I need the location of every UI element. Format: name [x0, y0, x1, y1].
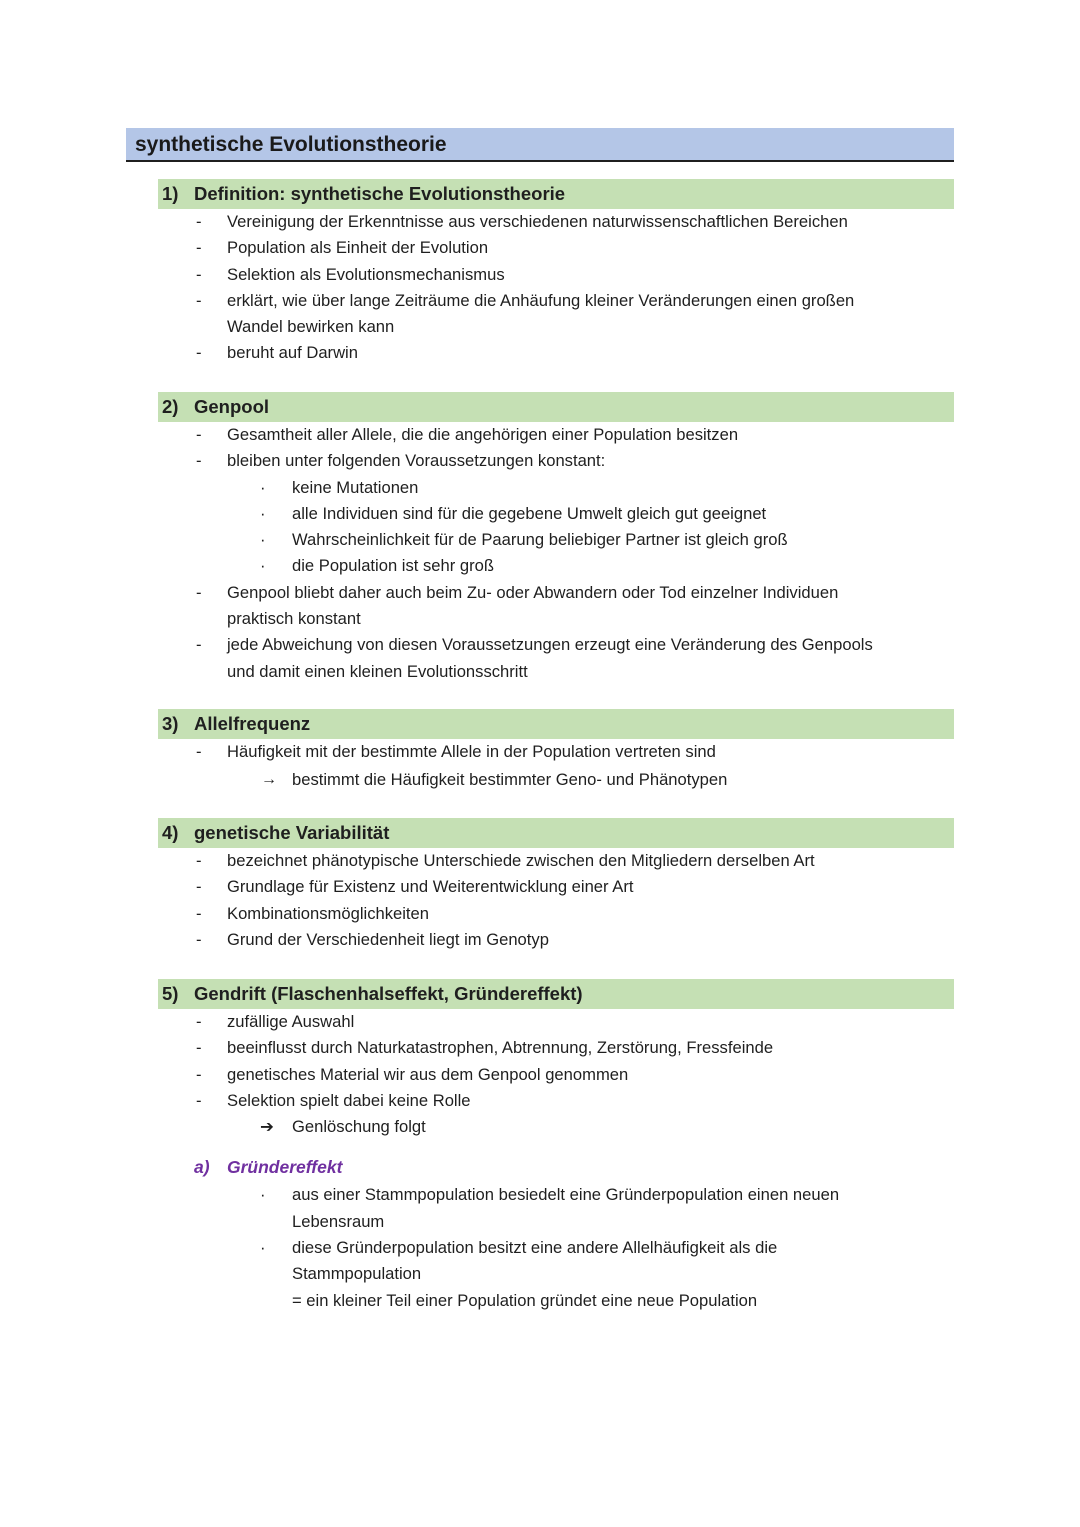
list-item: [158, 422, 954, 448]
line-text: = ein kleiner Teil einer Population gründet eine neue Population: [292, 1290, 758, 1310]
section-number: 5): [162, 983, 179, 1004]
dash-bullet: -: [196, 1090, 202, 1110]
section-heading: [158, 179, 954, 209]
list-item: [158, 848, 954, 874]
section-genetische-variabilitaet: [158, 818, 954, 953]
dash-bullet: -: [196, 343, 202, 363]
subsection-number: a): [194, 1157, 210, 1178]
line-text: Vereinigung der Erkenntnisse aus verschiedenen naturwissenschaftlichen Bereichen: [227, 212, 848, 231]
dash-bullet: -: [196, 1012, 202, 1031]
list-item: [158, 448, 954, 474]
section-heading: [158, 709, 954, 739]
line-text: Selektion spielt dabei keine Rolle: [227, 1090, 471, 1110]
line-text: Grund der Verschiedenheit liegt im Genotyp: [227, 929, 549, 949]
subsection-heading: [158, 1152, 954, 1182]
list-item: [158, 739, 954, 765]
section-number: 3): [162, 713, 179, 734]
section-title: genetische Variabilität: [194, 822, 390, 843]
list-item: [158, 209, 954, 235]
line-text: jede Abweichung von diesen Voraussetzungen erzeugt eine Veränderung des Genpools: [227, 635, 873, 655]
list-item-continuation: [158, 606, 954, 632]
line-text: beeinflusst durch Naturkatastrophen, Abtrennung, Zerstörung, Fressfeinde: [227, 1038, 774, 1058]
section-genpool: [158, 392, 954, 685]
section-number: 1): [162, 183, 179, 204]
dash-bullet: -: [196, 264, 202, 284]
line-text: alle Individuen sind für die gegebene Umwelt gleich gut geeignet: [292, 503, 767, 523]
line-text: die Population ist sehr groß: [292, 556, 495, 576]
dash-bullet: -: [196, 742, 202, 761]
list-item: [158, 580, 954, 606]
dash-bullet: -: [196, 425, 202, 444]
section-title: Gendrift (Flaschenhalseffekt, Gründereffekt): [194, 983, 583, 1004]
sub-list-item: [158, 501, 954, 527]
sub-list-item-continuation: [158, 1209, 954, 1235]
line-text: Gesamtheit aller Allele, die die angehörigen einer Population besitzen: [227, 425, 739, 444]
list-item: [158, 288, 954, 314]
line-text: erklärt, wie über lange Zeiträume die Anhäufung kleiner Veränderungen einen großen: [227, 290, 855, 310]
list-item: [158, 1088, 954, 1114]
section-allelfrequenz: [158, 709, 954, 794]
dot-bullet: ·: [260, 503, 266, 523]
dash-bullet: -: [196, 1064, 202, 1084]
dash-bullet: -: [196, 877, 202, 897]
line-text: Selektion als Evolutionsmechanismus: [227, 264, 505, 284]
line-text: bezeichnet phänotypische Unterschiede zwischen den Mitgliedern derselben Art: [227, 851, 815, 870]
section-title: Allelfrequenz: [194, 713, 311, 734]
section-heading: [158, 979, 954, 1009]
list-item-continuation: [158, 659, 954, 685]
section-number: 4): [162, 822, 179, 843]
line-text: zufällige Auswahl: [227, 1012, 355, 1031]
dash-bullet: -: [196, 851, 202, 870]
section-title: Definition: synthetische Evolutionstheorie: [194, 183, 566, 204]
line-text: Häufigkeit mit der bestimmte Allele in der Population vertreten sind: [227, 742, 716, 761]
section-definition: [158, 179, 954, 367]
definition-line: [158, 1288, 954, 1314]
section-heading: [158, 392, 954, 422]
sub-list-item: [158, 553, 954, 579]
sub-list-item-continuation: [158, 1261, 954, 1287]
dash-bullet: -: [196, 582, 202, 602]
dash-bullet: -: [196, 1038, 202, 1058]
sub-list-item: [158, 527, 954, 553]
dot-bullet: ·: [260, 556, 266, 576]
line-text: Wandel bewirken kann: [227, 317, 395, 337]
list-item-continuation: [158, 314, 954, 340]
line-text: bleiben unter folgenden Voraussetzungen konstant:: [227, 451, 606, 471]
dot-bullet: ·: [260, 530, 266, 550]
dot-bullet: ·: [260, 1238, 266, 1258]
line-text: genetisches Material wir aus dem Genpool genommen: [227, 1064, 629, 1084]
dot-bullet: ·: [260, 477, 266, 497]
line-text: und damit einen kleinen Evolutionsschritt: [227, 661, 528, 681]
page-title: synthetische Evolutionstheorie: [135, 133, 447, 156]
list-item: [158, 874, 954, 900]
list-item: [158, 235, 954, 261]
list-item: [158, 340, 954, 366]
page-title-bar: [126, 128, 954, 162]
list-item: [158, 1062, 954, 1088]
line-text: keine Mutationen: [292, 477, 419, 497]
line-text: Genpool bliebt daher auch beim Zu- oder Abwandern oder Tod einzelner Individuen: [227, 582, 839, 602]
line-text: Lebensraum: [292, 1211, 385, 1231]
list-item: [158, 1009, 954, 1035]
line-text: Population als Einheit der Evolution: [227, 238, 489, 258]
list-item: [158, 901, 954, 927]
line-text: aus einer Stammpopulation besiedelt eine Gründerpopulation einen neuen: [292, 1185, 840, 1205]
dash-bullet: -: [196, 290, 202, 310]
line-text: bestimmt die Häufigkeit bestimmter Geno- und Phänotypen: [292, 770, 728, 790]
section-title: Genpool: [194, 396, 270, 417]
line-text: beruht auf Darwin: [227, 343, 358, 363]
dash-bullet: -: [196, 635, 202, 655]
line-text: Kombinationsmöglichkeiten: [227, 903, 430, 923]
section-number: 2): [162, 396, 179, 417]
section-gendrift: [158, 979, 954, 1314]
sub-list-item: [158, 1182, 954, 1208]
list-item: [158, 262, 954, 288]
arrow-item: [158, 1114, 954, 1140]
line-text: Genlöschung folgt: [292, 1117, 426, 1137]
arrow-right-icon: ➔: [260, 1117, 274, 1137]
dash-bullet: -: [196, 903, 202, 923]
line-text: praktisch konstant: [227, 609, 361, 629]
dash-bullet: -: [196, 929, 202, 949]
sub-list-item: [158, 1235, 954, 1261]
dash-bullet: -: [196, 238, 202, 258]
list-item: [158, 927, 954, 953]
arrow-right-icon: →: [261, 771, 277, 789]
line-text: diese Gründerpopulation besitzt eine andere Allelhäufigkeit als die: [292, 1238, 778, 1258]
sub-list-item: [158, 475, 954, 501]
arrow-item: [158, 767, 954, 793]
dash-bullet: -: [196, 212, 202, 231]
section-heading: [158, 818, 954, 848]
dash-bullet: -: [196, 451, 202, 471]
dot-bullet: ·: [260, 1185, 266, 1205]
line-text: Wahrscheinlichkeit für de Paarung beliebiger Partner ist gleich groß: [292, 530, 788, 550]
line-text: Grundlage für Existenz und Weiterentwicklung einer Art: [227, 877, 634, 897]
list-item: [158, 632, 954, 658]
subsection-title: Gründereffekt: [227, 1157, 343, 1178]
list-item: [158, 1035, 954, 1061]
line-text: Stammpopulation: [292, 1264, 422, 1284]
